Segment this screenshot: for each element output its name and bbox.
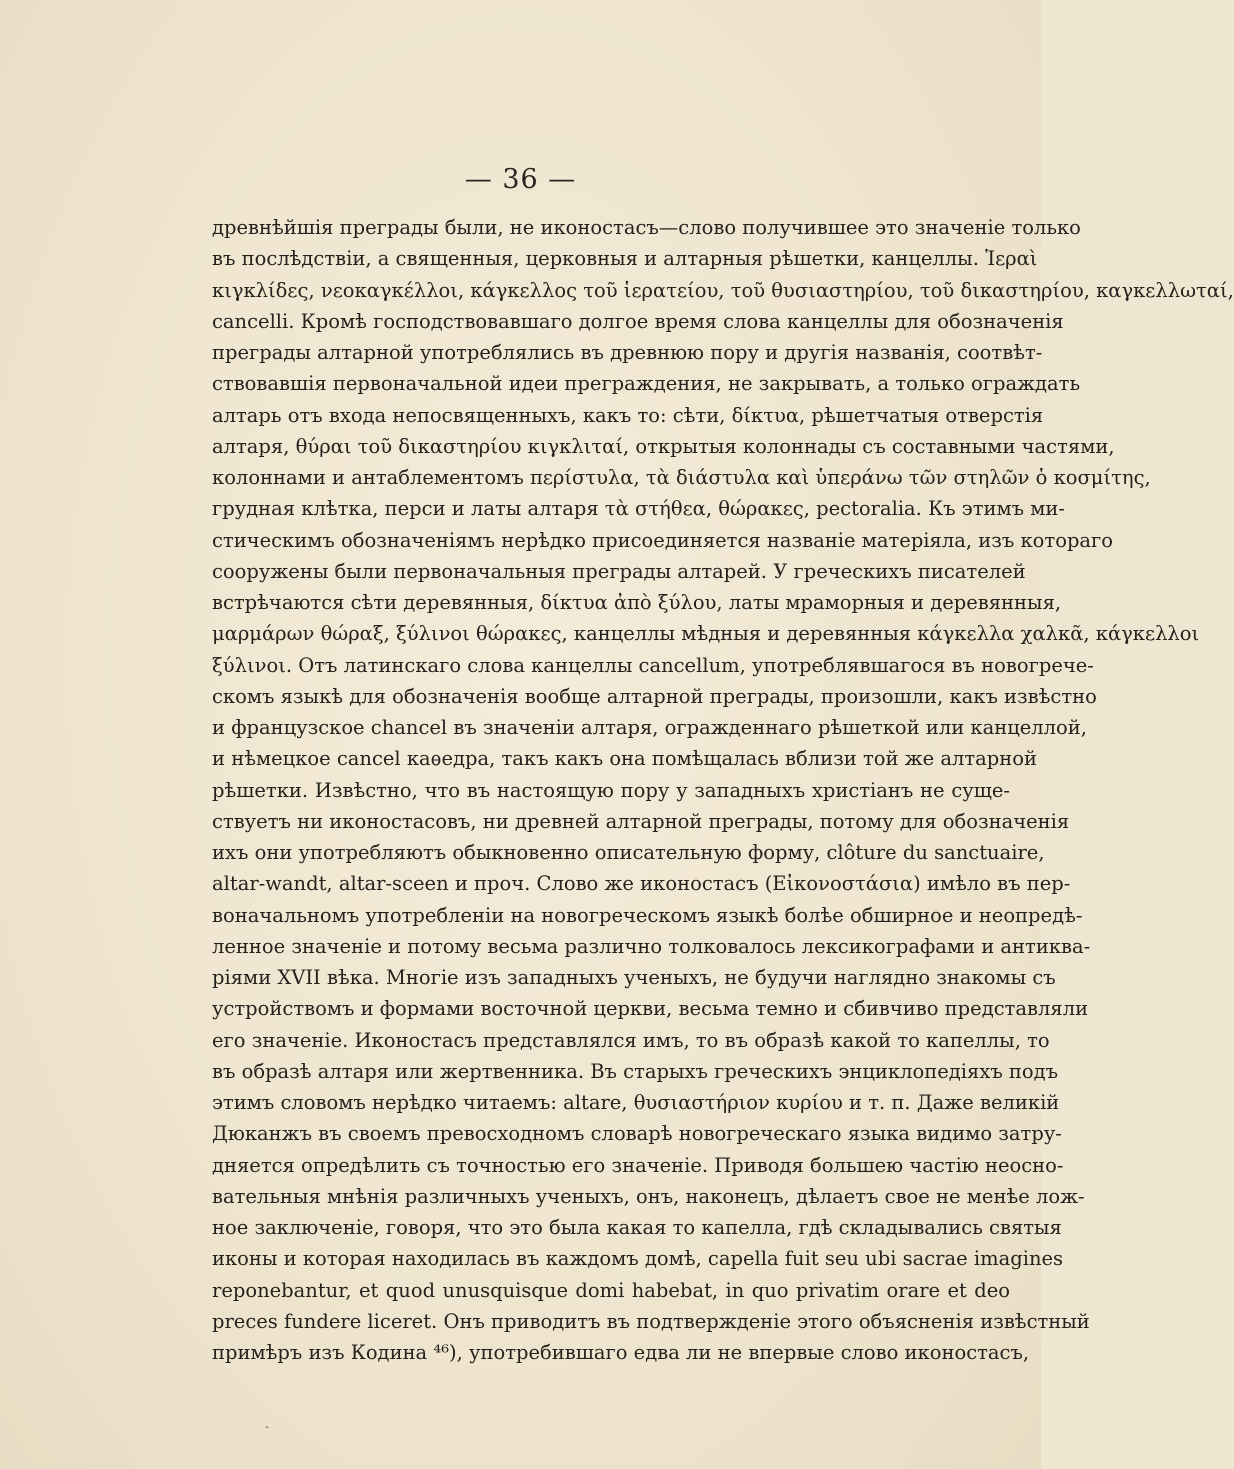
text-line: preces fundere liceret. Онъ приводитъ въ подтвержденіе этого объясненія извѣстный xyxy=(212,1309,1090,1333)
text-line: и французское chancel въ значеніи алтаря, огражденнаго рѣшеткой или канцеллой, xyxy=(212,716,1087,739)
text-line: и нѣмецкое cancel каѳедра, такъ какъ она помѣщалась вблизи той же алтарной xyxy=(212,747,1038,771)
text-line: этимъ словомъ нерѣдко читаемъ: altare, θυσιαστήριον κυρίου и т. п. Даже великій xyxy=(212,1091,1060,1114)
text-line: стическимъ обозначеніямъ нерѣдко присоединяется названіе матеріяла, изъ котораго xyxy=(212,528,1114,552)
page-number: — 36 — xyxy=(464,164,577,195)
text-line: его значеніе. Иконостасъ представлялся имъ, то въ образѣ какой то капеллы, то xyxy=(212,1028,1050,1052)
text-line: алтаря, θύραι τοῦ δικαστηρίου κιγκλιταί, открытыя колоннады съ составными частями, xyxy=(212,434,1115,458)
text-line: встрѣчаются сѣти деревянныя, δίκτυα ἀπὸ ξύλου, латы мраморныя и деревянныя, xyxy=(212,591,1062,614)
text-line: κιγκλίδες, νεοκαγκέλλοι, κάγκελλος τοῦ ἱερατείου, τοῦ θυσιαστηρίου, τοῦ δικαστηρίου, καγκελλωταί, xyxy=(212,278,1234,302)
body-text xyxy=(212,212,1234,1368)
text-line: μαρμάρων θώραξ, ξύλινοι θώρακες, канцеллы мѣдныя и деревянныя κάγκελλα χαλκᾶ, κάγκελλοι xyxy=(212,622,1200,646)
text-line: въ образѣ алтаря или жертвенника. Въ старыхъ греческихъ энциклопедіяхъ подъ xyxy=(212,1059,1059,1083)
text-line: скомъ языкѣ для обозначенія вообще алтарной преграды, произошли, какъ извѣстно xyxy=(212,684,1097,708)
text-line: грудная клѣтка, перси и латы алтаря τὰ στήθεα, θώρακες, pectoralia. Къ этимъ ми- xyxy=(212,497,1066,521)
text-line: иконы и которая находилась въ каждомъ домѣ, capella fuit seu ubi sacrae imagines xyxy=(212,1247,1064,1271)
text-line: ихъ они употребляютъ обыкновенно описательную форму, clôture du sanctuaire, xyxy=(212,841,1045,864)
text-line: устройствомъ и формами восточной церкви, весьма темно и сбивчиво представляли xyxy=(212,997,1089,1021)
text-line: рѣшетки. Извѣстно, что въ настоящую пору у западныхъ христіанъ не суще- xyxy=(212,778,1010,802)
text-line: колоннами и антаблементомъ περίστυλα, τὰ διάστυλα καὶ ὑπεράνω τῶν στηλῶν ὁ κοσμίτης, xyxy=(212,466,1151,489)
text-line: ное заключеніе, говоря, что это была какая то капелла, гдѣ складывались святыя xyxy=(212,1216,1062,1239)
text-line: Дюканжъ въ своемъ превосходномъ словарѣ новогреческаго языка видимо затру- xyxy=(212,1122,1062,1146)
text-line: дняется опредѣлить съ точностью его значеніе. Приводя большею частію неосно- xyxy=(212,1153,1064,1177)
text-line: cancelli. Кромѣ господствовавшаго долгое время слова канцеллы для обозначенія xyxy=(212,309,1064,333)
stray-ink-mark: ˏ xyxy=(258,1413,271,1431)
text-line: преграды алтарной употреблялись въ древнюю пору и другія названія, соотвѣт- xyxy=(212,341,1043,364)
text-line: ствуетъ ни иконостасовъ, ни древней алтарной преграды, потому для обозначенія xyxy=(212,809,1070,833)
text-line: алтарь отъ входа непосвященныхъ, какъ то: сѣти, δίκτυα, рѣшетчатыя отверстія xyxy=(212,403,1044,427)
text-line: въ послѣдствіи, а священныя, церковныя и алтарныя рѣшетки, канцеллы. Ἱεραὶ xyxy=(212,247,1038,271)
text-line: ствовавшія первоначальной идеи преграждения, не закрывать, а только ограждать xyxy=(212,372,1081,396)
text-line: древнѣйшія преграды были, не иконостасъ—слово получившее это значеніе только xyxy=(212,216,1081,239)
text-line: ленное значеніе и потому весьма различно толковалось лексикографами и антиква- xyxy=(212,934,1091,958)
text-line: воначальномъ употребленіи на новогреческомъ языкѣ болѣе обширное и неопредѣ- xyxy=(212,903,1083,927)
text-line: сооружены были первоначальныя преграды алтарей. У греческихъ писателей xyxy=(212,559,1026,583)
text-line: ξύλινοι. Отъ латинскаго слова канцеллы cancellum, употреблявшагося въ новогрече- xyxy=(212,653,1094,677)
text-line: вательныя мнѣнія различныхъ ученыхъ, онъ, наконецъ, дѣлаетъ свое не менѣе лож- xyxy=(212,1184,1085,1208)
text-line: примѣръ изъ Кодина ⁴⁶), употребившаго едва ли не впервые слово иконостасъ, xyxy=(212,1341,1030,1364)
text-line: altar-wandt, altar-sceen и проч. Слово же иконостасъ (Εἰκονοστάσια) имѣло въ пер- xyxy=(212,872,1071,896)
text-line: reponebantur, et quod unusquisque domi habebat, in quo privatim orare et deo xyxy=(212,1278,1010,1302)
text-line: ріями XVII вѣка. Многіе изъ западныхъ ученыхъ, не будучи наглядно знакомы съ xyxy=(212,966,1056,989)
